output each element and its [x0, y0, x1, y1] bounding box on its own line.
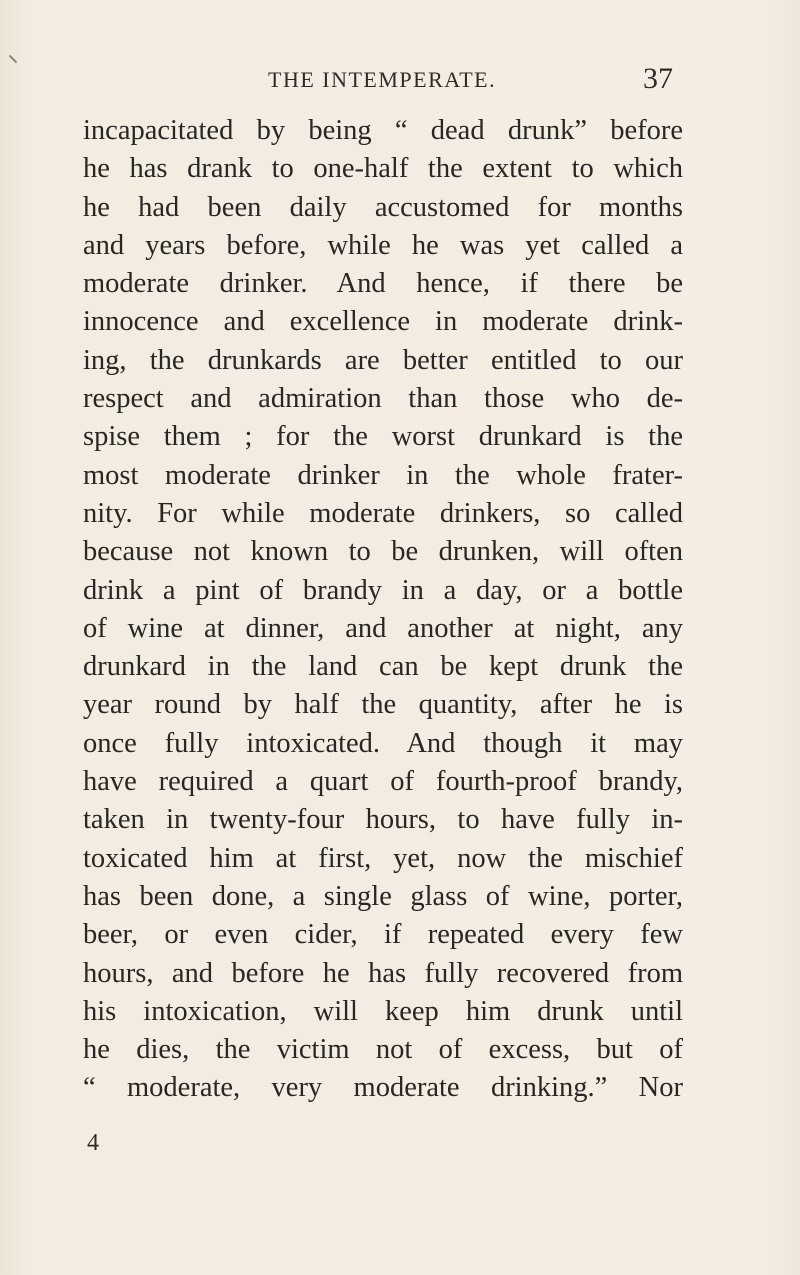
text-line: nity. For while moderate drinkers, so called: [83, 497, 683, 529]
body-text: [83, 112, 683, 1108]
text-line: drink a pint of brandy in a day, or a bottle: [83, 574, 683, 606]
text-line: ing, the drunkards are better entitled to our: [83, 344, 683, 376]
text-line: have required a quart of fourth-proof brandy,: [83, 766, 683, 798]
text-line: most moderate drinker in the whole frater-: [83, 459, 683, 491]
text-line: he dies, the victim not of excess, but of: [83, 1034, 683, 1066]
text-line: respect and admiration than those who de-: [83, 383, 683, 415]
text-line: he had been daily accustomed for months: [83, 191, 683, 223]
text-line: drunkard in the land can be kept drunk the: [83, 651, 683, 683]
text-line: innocence and excellence in moderate drink-: [83, 306, 683, 338]
text-line: has been done, a single glass of wine, porter,: [83, 880, 683, 912]
text-line: hours, and before he has fully recovered from: [83, 957, 683, 989]
page-number: 37: [643, 62, 673, 95]
text-line: beer, or even cider, if repeated every few: [83, 919, 683, 951]
text-line: moderate drinker. And hence, if there be: [83, 268, 683, 300]
text-line: taken in twenty-four hours, to have fully in-: [83, 804, 683, 836]
running-head: [0, 62, 800, 98]
text-line: of wine at dinner, and another at night, any: [83, 612, 683, 644]
text-line: once fully intoxicated. And though it may: [83, 727, 683, 759]
text-line: he has drank to one-half the extent to which: [83, 153, 683, 185]
text-line: his intoxication, will keep him drunk until: [83, 995, 683, 1027]
text-line: “ moderate, very moderate drinking.” Nor: [83, 1072, 683, 1104]
running-title: THE INTEMPERATE.: [268, 67, 497, 92]
corner-fold-mark: [9, 55, 17, 63]
text-line: spise them ; for the worst drunkard is the: [83, 421, 683, 453]
text-line: year round by half the quantity, after he is: [83, 689, 683, 721]
signature-mark: 4: [87, 1130, 99, 1156]
text-line: because not known to be drunken, will often: [83, 536, 683, 568]
text-line: incapacitated by being “ dead drunk” before: [83, 115, 683, 146]
text-line: and years before, while he was yet called a: [83, 229, 683, 261]
text-line: toxicated him at first, yet, now the mischief: [83, 842, 683, 874]
